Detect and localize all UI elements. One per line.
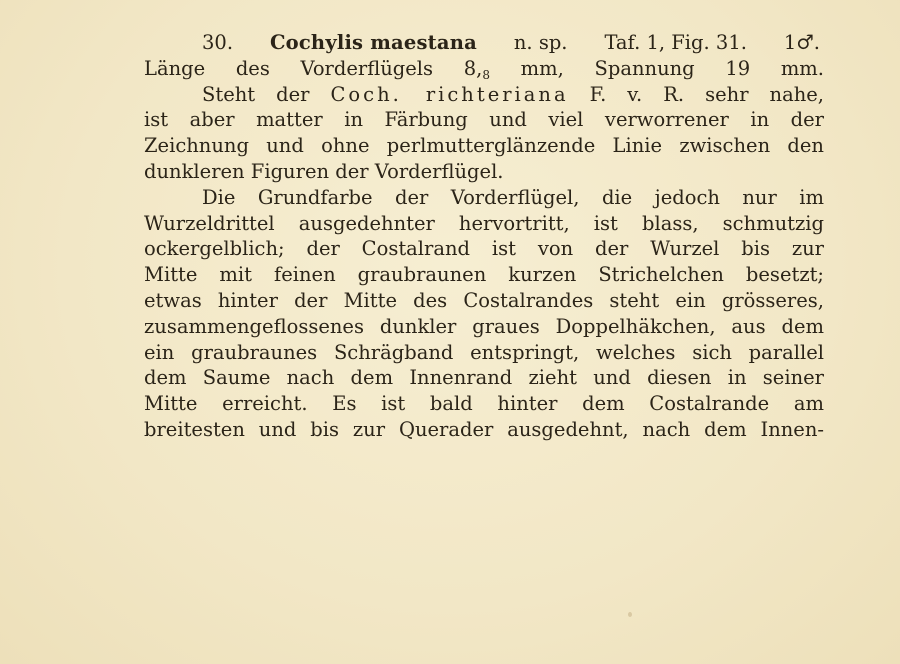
para2-line-6: zusammengeflossenes dunkler graues Doppelhäkchen, aus dem bbox=[144, 314, 824, 338]
para1-text-c: F. v. R. sehr nahe, bbox=[568, 82, 824, 106]
para2-line-10: breitesten und bis zur Querader ausgedehnt, nach dem Innen- bbox=[144, 417, 824, 441]
specimen-sex: 1♂. bbox=[783, 31, 820, 54]
measurements-subscript: 8 bbox=[482, 67, 490, 82]
species-heading bbox=[144, 30, 824, 56]
document-text bbox=[144, 30, 824, 443]
plate-reference: Taf. 1, Fig. 31. bbox=[604, 31, 747, 54]
related-species-name: Coch. richteriana bbox=[330, 82, 569, 106]
para2-line-1: Die Grundfarbe der Vorderflügel, die jedoch nur im bbox=[202, 185, 824, 209]
para1-line-1 bbox=[144, 82, 824, 108]
para2-line-7: ein graubraunes Schrägband entspringt, welches sich parallel bbox=[144, 340, 824, 364]
species-name: Cochylis maestana bbox=[269, 31, 477, 54]
para1-text-a: Steht der bbox=[202, 82, 331, 106]
para2-line-2: Wurzeldrittel ausgedehnter hervortritt, ist blass, schmutzig bbox=[144, 211, 824, 235]
para2-line-5: etwas hinter der Mitte des Costalrandes steht ein grösseres, bbox=[144, 288, 824, 312]
para2-line-3: ockergelblich; der Costalrand ist von der Wurzel bis zur bbox=[144, 237, 824, 261]
para1-line-3: Zeichnung und ohne perlmutterglänzende Linie zwischen den bbox=[144, 134, 824, 158]
species-status: n. sp. bbox=[513, 31, 568, 54]
paper-speck bbox=[628, 612, 632, 617]
para1-line-4: dunkleren Figuren der Vorderflügel. bbox=[144, 159, 504, 183]
measurements-line bbox=[144, 56, 824, 82]
para2-line-8: dem Saume nach dem Innenrand zieht und diesen in seiner bbox=[144, 366, 824, 390]
measurements-suffix: mm, Spannung 19 mm. bbox=[489, 56, 824, 80]
para2-line-4: Mitte mit feinen graubraunen kurzen Strichelchen besetzt; bbox=[144, 263, 824, 287]
measurements-prefix: Länge des Vorderflügels 8, bbox=[144, 56, 483, 80]
para1-line-2: ist aber matter in Färbung und viel verworrener in der bbox=[144, 108, 824, 132]
species-number: 30. bbox=[202, 31, 234, 54]
para2-line-9: Mitte erreicht. Es ist bald hinter dem Costalrande am bbox=[144, 392, 824, 416]
